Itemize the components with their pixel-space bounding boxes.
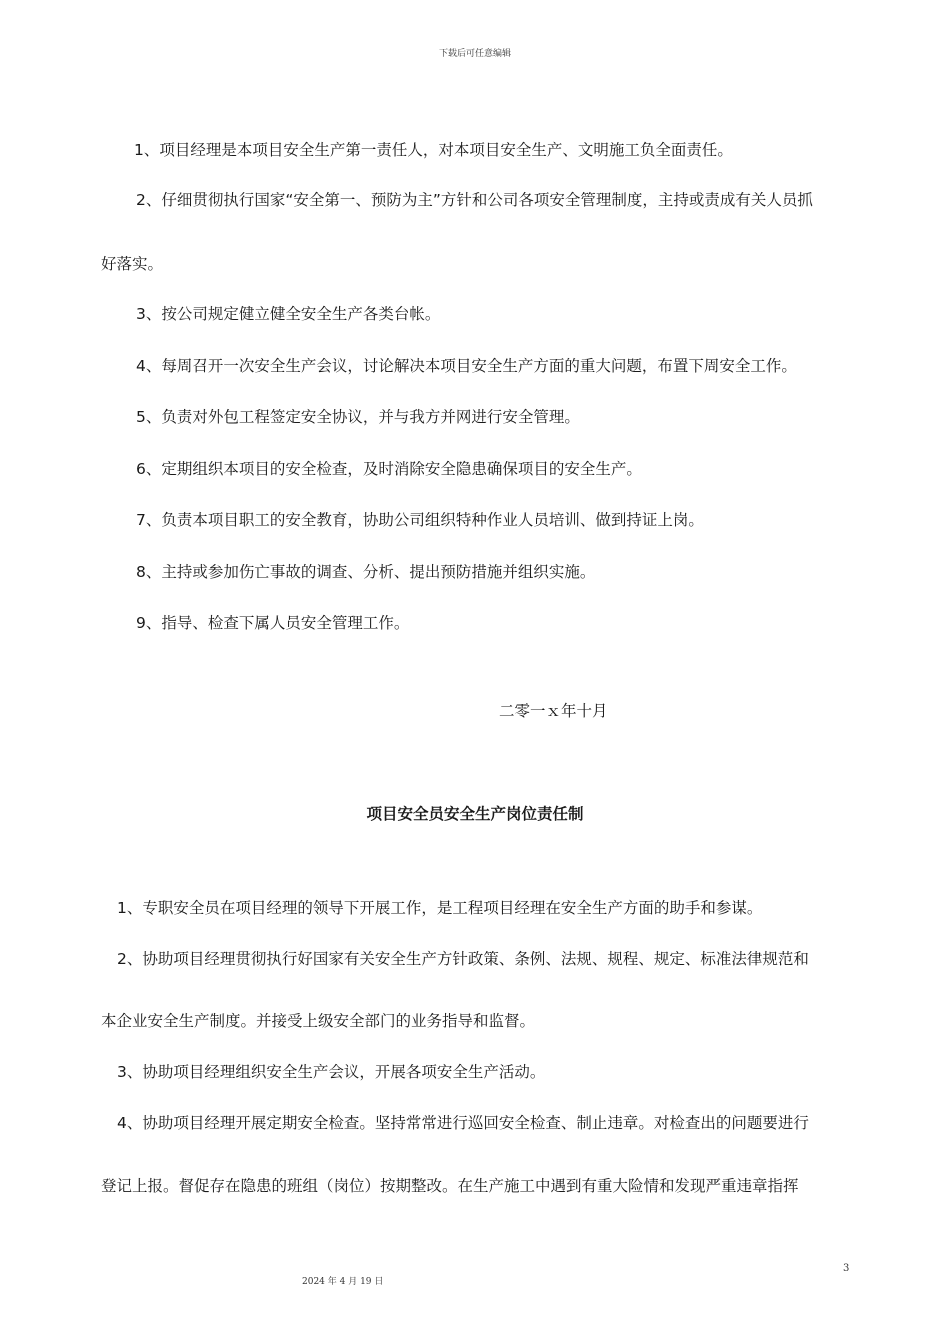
paragraph-line: 本企业安全生产制度。并接受上级安全部门的业务指导和监督。 [101,1012,536,1030]
section-title: 项目安全员安全生产岗位责任制 [366,805,584,823]
paragraph-line: 登记上报。督促存在隐患的班组（岗位）按期整改。在生产施工中遇到有重大险情和发现严重违章指挥 [101,1177,799,1195]
paragraph-line: 4、协助项目经理开展定期安全检查。坚持常常进行巡回安全检查、制止违章。对检查出的问题要进行 [117,1114,809,1132]
paragraph-line: 4、每周召开一次安全生产会议，讨论解决本项目安全生产方面的重大问题，布置下周安全工作。 [136,357,797,375]
paragraph-line: 6、定期组织本项目的安全检查，及时消除安全隐患确保项目的安全生产。 [136,460,642,478]
paragraph-line: 5、负责对外包工程签定安全协议，并与我方并网进行安全管理。 [136,408,580,426]
paragraph-line: 3、按公司规定健立健全安全生产各类台帐。 [136,305,441,323]
paragraph-line: 1、专职安全员在项目经理的领导下开展工作，是工程项目经理在安全生产方面的助手和参谋。 [117,899,763,917]
paragraph-line: 1、项目经理是本项目安全生产第一责任人，对本项目安全生产、文明施工负全面责任。 [134,141,733,159]
paragraph-line: 好落实。 [101,255,164,273]
document-date: 二零一ｘ年十月 [499,702,608,720]
header-note: 下载后可任意编辑 [438,49,511,59]
page-number: 3 [843,1263,850,1274]
paragraph-line: 3、协助项目经理组织安全生产会议，开展各项安全生产活动。 [117,1063,546,1081]
paragraph-line: 2、仔细贯彻执行国家“安全第一、预防为主”方针和公司各项安全管理制度，主持或责成有关人员抓 [136,191,813,209]
paragraph-line: 2、协助项目经理贯彻执行好国家有关安全生产方针政策、条例、法规、规程、规定、标准法律规范和 [117,950,809,968]
paragraph-line: 9、指导、检查下属人员安全管理工作。 [136,614,410,632]
paragraph-line: 8、主持或参加伤亡事故的调查、分析、提出预防措施并组织实施。 [136,563,596,581]
paragraph-line: 7、负责本项目职工的安全教育，协助公司组织特种作业人员培训、做到持证上岗。 [136,511,704,529]
footer-date: 2024 年 4 月 19 日 [302,1277,384,1287]
